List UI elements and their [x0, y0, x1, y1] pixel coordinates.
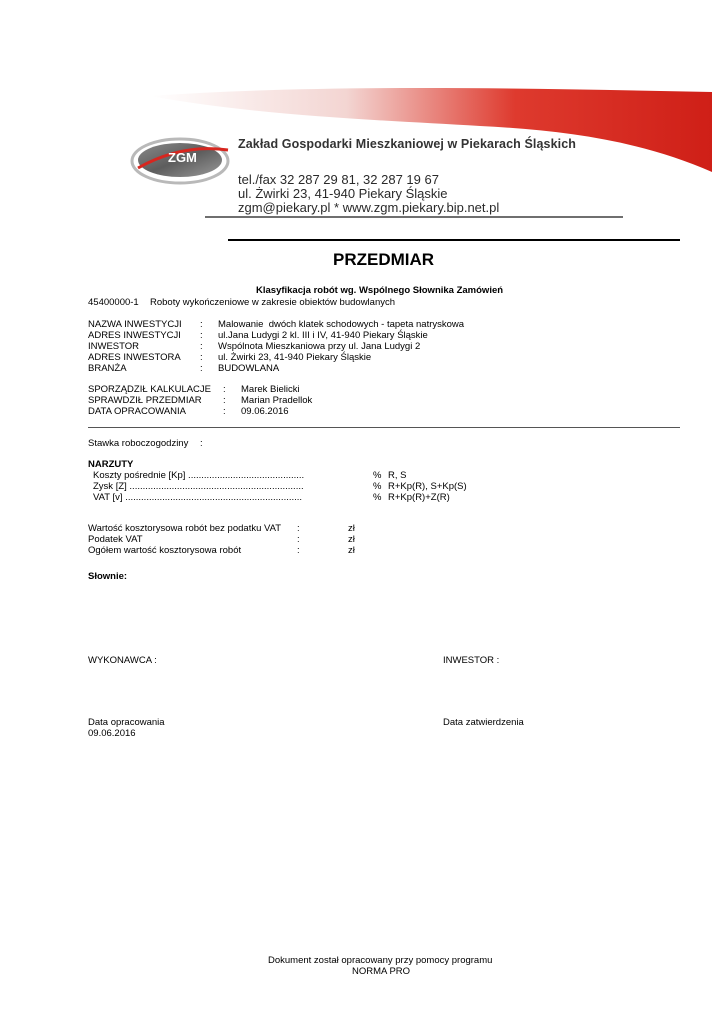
investment-sep: :: [200, 319, 203, 330]
investment-sep: :: [200, 352, 203, 363]
company-web: zgm@piekary.pl * www.zgm.piekary.bip.net.pl: [238, 200, 500, 215]
section-divider: [88, 427, 680, 428]
total-currency: zł: [348, 534, 355, 545]
company-phone: tel./fax 32 287 29 81, 32 287 19 67: [238, 172, 439, 187]
prepared-value: 09.06.2016: [241, 406, 289, 417]
surcharge-unit: %: [373, 470, 382, 481]
surcharge-unit: %: [373, 481, 382, 492]
prepared-sep: :: [223, 395, 226, 406]
surcharge-label: Zysk [Z] ..................................................................: [93, 481, 304, 492]
investment-value: Wspólnota Mieszkaniowa przy ul. Jana Ludygi 2: [218, 341, 421, 352]
logo-text: ZGM: [168, 150, 197, 165]
company-address: ul. Żwirki 23, 41-940 Piekary Śląskie: [238, 186, 448, 201]
surcharge-unit: %: [373, 492, 382, 503]
surcharge-base: R, S: [388, 470, 407, 481]
prepared-label: DATA OPRACOWANIA: [88, 406, 187, 417]
total-label: Wartość kosztorysowa robót bez podatku VAT: [88, 523, 282, 534]
classification-code: 45400000-1: [88, 297, 139, 308]
investment-sep: :: [200, 330, 203, 341]
total-sep: :: [297, 534, 300, 545]
total-sep: :: [297, 545, 300, 556]
total-currency: zł: [348, 523, 355, 534]
surcharge-label: VAT [v] ...................................................................: [93, 492, 303, 503]
prep-date-label: Data opracowania: [88, 717, 165, 728]
investment-sep: :: [200, 363, 203, 374]
prepared-label: SPORZĄDZIŁ KALKULACJE: [88, 384, 212, 395]
red-swoosh: [150, 88, 712, 172]
investment-value: Malowanie dwóch klatek schodowych - tapeta natryskowa: [218, 319, 465, 330]
investment-value: ul.Jana Ludygi 2 kl. III i IV, 41-940 Piekary Śląskie: [218, 330, 428, 341]
prepared-sep: :: [223, 384, 226, 395]
investment-value: BUDOWLANA: [218, 363, 280, 374]
investment-label: BRANŻA: [88, 363, 127, 374]
prepared-value: Marian Pradellok: [241, 395, 313, 406]
header-underline: [205, 216, 623, 218]
investment-label: ADRES INWESTYCJI: [88, 330, 181, 341]
classification-description: Roboty wykończeniowe w zakresie obiektów budowlanych: [150, 297, 396, 308]
company-name: Zakład Gospodarki Mieszkaniowej w Piekarach Śląskich: [238, 137, 576, 151]
surcharge-base: R+Kp(R)+Z(R): [388, 492, 450, 503]
page-title: PRZEDMIAR: [333, 250, 435, 269]
total-label: Ogółem wartość kosztorysowa robót: [88, 545, 242, 556]
investment-label: ADRES INWESTORA: [88, 352, 181, 363]
total-sep: :: [297, 523, 300, 534]
surcharges-heading: NARZUTY: [88, 459, 134, 470]
prepared-value: Marek Bielicki: [241, 384, 300, 395]
contractor-label: WYKONAWCA :: [88, 655, 157, 666]
investment-value: ul. Żwirki 23, 41-940 Piekary Śląskie: [218, 352, 372, 363]
rate-sep: :: [200, 438, 203, 449]
prep-date-value: 09.06.2016: [88, 728, 136, 739]
rate-label: Stawka roboczogodziny: [88, 438, 189, 449]
investment-sep: :: [200, 341, 203, 352]
footer-line1: Dokument został opracowany przy pomocy programu: [268, 955, 493, 966]
prepared-label: SPRAWDZIŁ PRZEDMIAR: [88, 395, 202, 406]
investment-label: NAZWA INWESTYCJI: [88, 319, 182, 330]
zgm-logo: [132, 139, 228, 183]
surcharge-label: Koszty pośrednie [Kp] ............................................: [93, 470, 305, 481]
words-label: Słownie:: [88, 571, 128, 582]
classification-heading: Klasyfikacja robót wg. Wspólnego Słownika Zamówień: [256, 285, 504, 296]
footer-line2: NORMA PRO: [352, 966, 411, 977]
total-currency: zł: [348, 545, 355, 556]
surcharge-base: R+Kp(R), S+Kp(S): [388, 481, 467, 492]
investor-label: INWESTOR :: [443, 655, 500, 666]
investment-label: INWESTOR: [88, 341, 140, 352]
title-rule: [228, 239, 680, 241]
approval-date-label: Data zatwierdzenia: [443, 717, 524, 728]
total-label: Podatek VAT: [88, 534, 143, 545]
prepared-sep: :: [223, 406, 226, 417]
